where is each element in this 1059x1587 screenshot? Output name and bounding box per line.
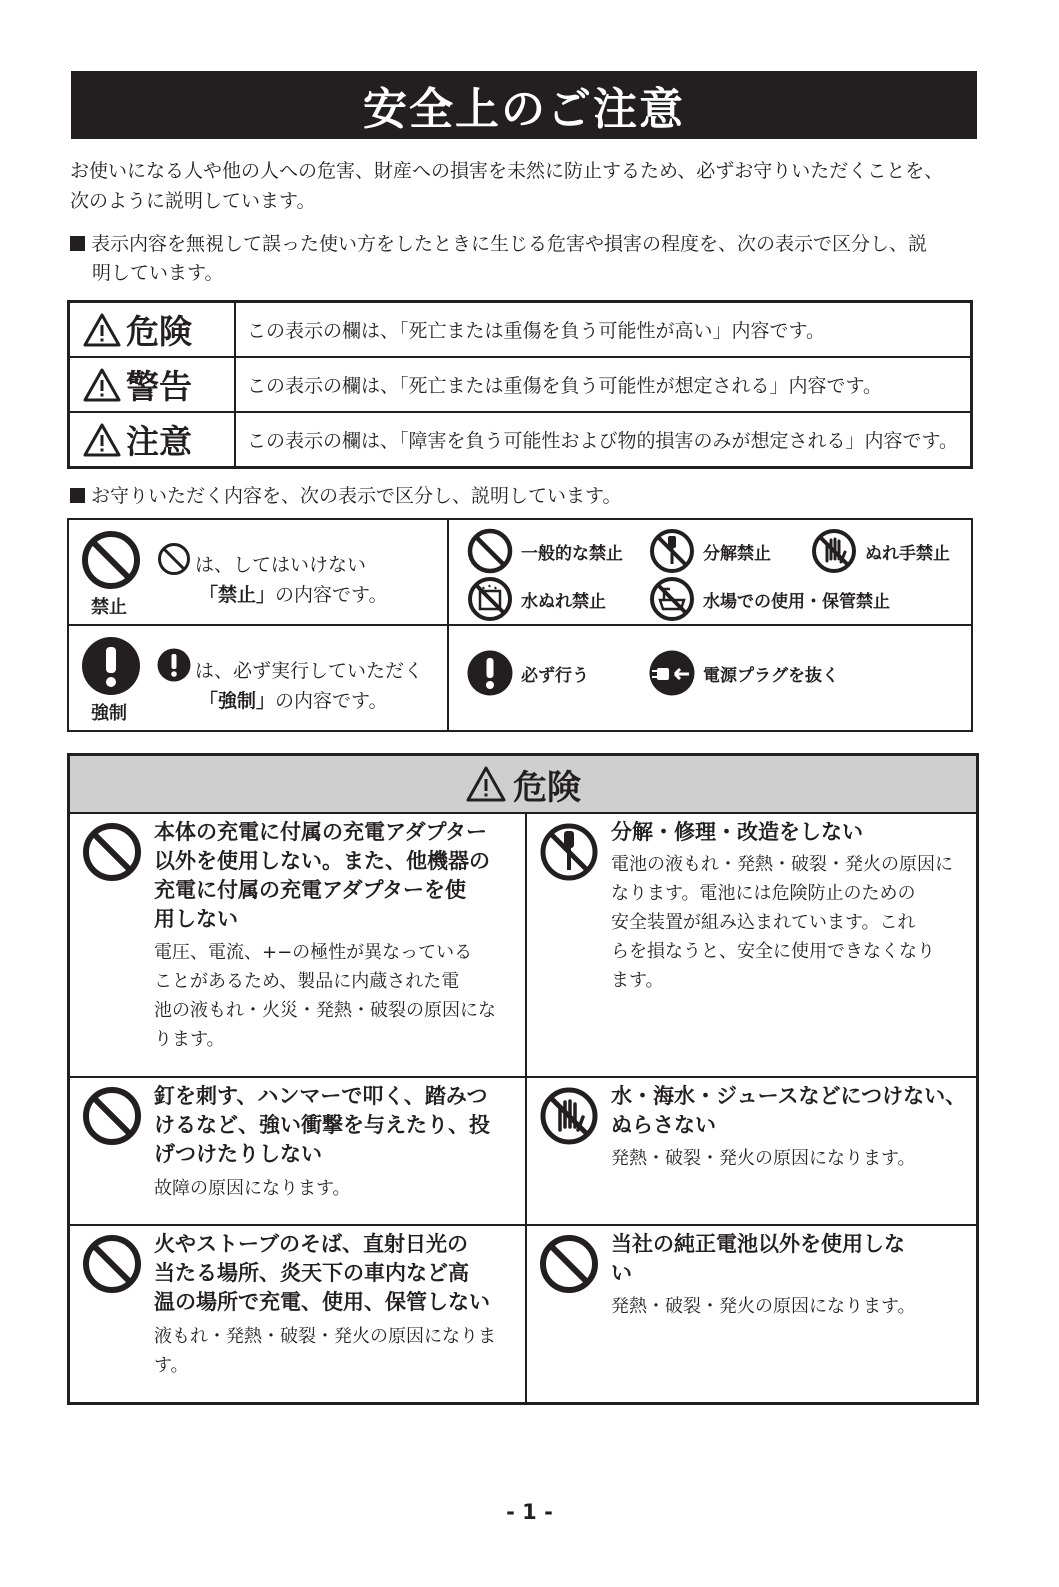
page-number: - 1 - — [506, 1500, 553, 1524]
prohibit-legend — [448, 519, 972, 625]
note-severity: 表示内容を無視して誤った使い方をしたときに生じる危害や損害の程度を、次の表示で区分し、説 明しています。 — [70, 230, 997, 288]
danger-item-body: 発熱・破裂・発火の原因になります。 — [611, 1296, 916, 1317]
warning-triangle-icon — [82, 422, 122, 458]
prohibition-icon — [467, 528, 513, 574]
severity-row-caution — [69, 412, 972, 468]
no-water-icon — [467, 576, 513, 622]
severity-label: 危険 — [126, 312, 192, 351]
mandatory-icon — [81, 636, 141, 696]
danger-item-charger — [70, 814, 525, 1076]
prohibition-icon — [82, 822, 142, 882]
prohibit-explanation: 禁止 は、してはいけない 「禁止」の内容です。 — [68, 519, 448, 625]
warning-triangle-icon — [82, 367, 122, 403]
legend-unplug: 電源プラグを抜く — [649, 650, 839, 696]
note-symbols: お守りいただく内容を、次の表示で区分し、説明しています。 — [70, 482, 997, 511]
danger-item-impact — [70, 1078, 525, 1224]
severity-row-danger — [69, 302, 972, 358]
danger-item-title: 水・海水・ジュースなどにつけない、 ぬらさない — [611, 1084, 967, 1137]
mandatory-explanation: 強制 は、必ず実行していただく 「強制」の内容です。 — [68, 625, 448, 731]
bullet-square-icon — [70, 488, 85, 503]
bullet-square-icon — [70, 236, 85, 251]
legend-must-do: 必ず行う — [467, 650, 589, 696]
mandatory-legend — [448, 625, 972, 731]
legend-no-wet-area-use: 水場での使用・保管禁止 — [649, 576, 890, 622]
danger-item-body: 電池の液もれ・発熱・破裂・発火の原因に なります。電池には危険防止のための 安全装置が組み込まれています。これ らを損なうと、安全に使用できなくなり ます。 — [611, 854, 953, 991]
danger-item-body: 液もれ・発熱・破裂・発火の原因になりま す。 — [154, 1326, 496, 1376]
prohibit-emphasis: 「禁止」 — [199, 584, 276, 606]
mandatory-label: 強制 — [91, 703, 127, 724]
severity-desc: この表示の欄は、「障害を負う可能性および物的損害のみが想定される」内容です。 — [235, 412, 972, 468]
warning-triangle-icon — [82, 312, 122, 348]
prohibition-icon — [539, 1234, 599, 1294]
unplug-icon — [649, 650, 695, 696]
symbols-table — [67, 518, 973, 732]
severity-row-warning — [69, 357, 972, 412]
prohibition-icon — [82, 1086, 142, 1146]
prohibit-label: 禁止 — [91, 597, 127, 618]
prohibition-icon — [81, 530, 141, 590]
prohibition-icon — [157, 542, 191, 576]
mandatory-icon — [157, 648, 191, 682]
severity-label: 警告 — [126, 367, 192, 406]
no-disassembly-icon — [539, 822, 599, 882]
danger-item-body: 故障の原因になります。 — [154, 1178, 351, 1199]
danger-item-title: 釘を刺す、ハンマーで叩く、踏みつ けるなど、強い衝撃を与えたり、投 げつけたりしない — [154, 1084, 490, 1166]
no-disassembly-icon — [649, 528, 695, 574]
page-title: 安全上のご注意 — [71, 71, 977, 139]
danger-item-water — [527, 1078, 976, 1224]
severity-table — [67, 300, 973, 469]
legend-general-prohibition: 一般的な禁止 — [467, 528, 623, 574]
no-wet-hands-icon — [539, 1086, 599, 1146]
mandatory-icon — [467, 650, 513, 696]
intro-text: お使いになる人や他の人への危害、財産への損害を未然に防止するため、必ずお守りいただくことを、 次のように説明しています。 — [70, 160, 944, 212]
severity-desc: この表示の欄は、「死亡または重傷を負う可能性が高い」内容です。 — [235, 302, 972, 358]
legend-no-disassembly: 分解禁止 — [649, 528, 771, 574]
severity-desc: この表示の欄は、「死亡または重傷を負う可能性が想定される」内容です。 — [235, 357, 972, 412]
no-wet-hands-icon — [811, 528, 857, 574]
danger-item-title: 火やストーブのそば、直射日光の 当たる場所、炎天下の車内など高 温の場所で充電、使用、保管しない — [154, 1232, 490, 1314]
legend-no-water: 水ぬれ禁止 — [467, 576, 606, 622]
danger-section — [67, 753, 979, 1405]
prohibition-icon — [82, 1234, 142, 1294]
mandatory-emphasis: 「強制」 — [199, 690, 276, 712]
legend-no-wet-hands: ぬれ手禁止 — [811, 528, 950, 574]
danger-item-title: 当社の純正電池以外を使用しな い — [611, 1232, 905, 1285]
warning-triangle-icon — [465, 765, 507, 803]
danger-item-title: 本体の充電に付属の充電アダプター 以外を使用しない。また、他機器の 充電に付属の充電アダプターを使 用しない — [154, 820, 490, 931]
severity-label: 注意 — [126, 422, 192, 461]
danger-item-title: 分解・修理・改造をしない — [611, 820, 863, 844]
no-bathroom-icon — [649, 576, 695, 622]
danger-item-heat — [70, 1226, 525, 1402]
danger-heading: 危険 — [70, 756, 976, 814]
danger-item-body: 発熱・破裂・発火の原因になります。 — [611, 1148, 916, 1169]
danger-item-body: 電圧、電流、+−の極性が異なっている ことがあるため、製品に内蔵された電 池の液もれ・火災・発熱・破裂の原因にな ります。 — [154, 942, 496, 1050]
danger-item-disassembly — [527, 814, 976, 1076]
danger-item-genuine-battery — [527, 1226, 976, 1402]
